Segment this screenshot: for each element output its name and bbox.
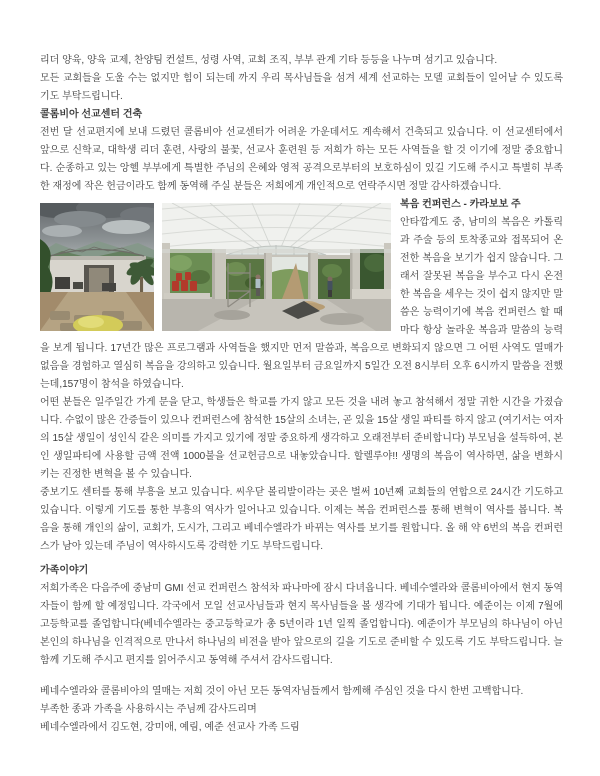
closing-line-2: 부족한 종과 가족을 사용하시는 주님께 감사드리며 — [40, 704, 257, 715]
intro-line-1: 리더 양육, 양육 교제, 찬양팀 컨설트, 성령 사역, 교회 조직, 부부 관계 기타 등등을 나누며 섬기고 있습니다. — [40, 55, 498, 66]
construction-interior-image — [162, 203, 391, 331]
section-heading-conference: 복음 컨퍼런스 - 카라보보 주 — [400, 199, 521, 210]
family-section — [40, 562, 563, 670]
photo-strip — [40, 203, 391, 331]
conference-paragraph-2: 어떤 분들은 일주일간 가게 문을 닫고, 학생들은 학교를 가지 않고 모든 것을 내려 놓고 참석해서 정말 귀한 시간을 가졌습니다. 수없이 많은 간증들이 있으나 컨퍼런스에 참석한 15살의 소녀는, 곧 있을 15살 생일 파티를 하지 않고 (여기서는 여자의 15살 생일이 성인식 같은 의미를 가지고 있기에 정말 중요하게 생각하고 오래전부터 준비합니다) 부모님을 설득하여, 본인 생일파티에 사용할 금액 전액 1000불을 선교헌금으로 내놓았습니다. 할렐루야!! 생명의 복음이 역사하면, 삶을 변화시키는 진정한 변혁을 볼 수 있습니다. — [40, 397, 563, 480]
closing-line-3: 베네수엘라에서 김도현, 강미애, 예림, 예준 선교사 가족 드림 — [40, 722, 300, 733]
conference-paragraph-3: 중보기도 센터를 통해 부흥을 보고 있습니다. 씨우닫 볼리발이라는 곳은 벌써 10년째 교회들의 연합으로 24시간 기도하고 있습니다. 이렇게 기도를 통한 부흥의 역사가 일어나고 있습니다. 이제는 복음 컨퍼런스를 통해 변혁이 역사를 봅니다. 복음을 통해 개인의 삶이, 교회가, 도시가, 그리고 베네수엘라가 바뀌는 역사를 보기를 원합니다. 올 해 약 6번의 복음 컨퍼런스가 남아 있는데 주님이 역사하시도록 강력한 기도 부탁드립니다. — [40, 487, 563, 552]
closing-line-1: 베네수엘라와 콜롬비아의 열매는 저희 것이 아닌 모든 동역자님들께서 함께해 주심인 것을 다시 한번 고백합니다. — [40, 686, 524, 697]
section-heading-construction: 콜롬비아 선교센터 건축 — [40, 109, 143, 120]
construction-body: 전번 달 선교편지에 보내 드렸던 콜롬비아 선교센터가 어려운 가운데서도 계속해서 건축되고 있습니다. 이 선교센터에서 앞으로 신학교, 대학생 리더 훈련, 사랑의 불꽃, 선교사 훈련원 등 저희가 하는 모든 사역들을 할 것 이기에 정말 중요합니다. 순종하고 있는 앙헬 부부에게 특별한 주님의 은혜와 영적 공격으로부터의 보호하심이 있길 기도해 주시고 특별히 부족한 재정에 작은 헌금이라도 함께 동역해 주실 분들은 저희에게 개인적으로 연락주시면 정말 감사하겠습니다. — [40, 127, 563, 192]
closing-block — [40, 683, 563, 737]
photo-construction-exterior — [40, 203, 154, 331]
photo-construction-interior — [162, 203, 391, 331]
intro-line-2: 모든 교회들을 도울 수는 없지만 힘이 되는데 까지 우리 목사님들을 섬겨 세계 선교하는 모델 교회들이 일어날 수 있도록 기도 부탁드립니다. — [40, 73, 563, 102]
family-body: 저희가족은 다음주에 중남미 GMI 선교 컨퍼런스 참석차 파나마에 잠시 다녀옵니다. 베네수엘라와 콜롬비아에서 현지 동역자들이 함께 할 예정입니다. 각국에서 모일 선교사님들과 현지 목사님들을 볼 생각에 기대가 됩니다. 예준이는 이제 7월에 고등학교를 졸업합니다(베네수엘라는 중고등학교가 총 5년이라 1년 일찍 졸업합니다). 예준이가 부모님의 하나님이 아닌 본인의 하나님을 인격적으로 만나서 하나님의 비전을 받아 앞으로의 길을 기도로 준비할 수 있도록 기도 부탁드립니다. 늘 함께 기도해 주시고 편지를 읽어주시고 동역해 주셔서 감사드립니다. — [40, 583, 563, 666]
conference-paragraph-1: 안타깝게도 중, 남미의 복음은 카톨릭과 주술 등의 토착종교와 접목되어 온전한 복음을 보기가 쉽지 않습니다. 그래서 잘못된 복음을 부수고 다시 온전한 복음을 세우는 것이 쉽지 않지만 말씀은 능력이기에 복음 컨퍼런스 할 때 마다 항상 놀라운 복음과 말씀의 능력을 보게 됩니다. 17년간 많은 프로그램과 사역들을 했지만 먼저 말씀과, 복음으로 변화되지 않으면 그 어떤 사역도 열매가 없음을 경험하고 열심히 복음을 강의하고 있습니다. 월요일부터 금요일까지 5일간 오전 8시부터 오후 6시까지 말씀을 전했는데,157명이 참석을 하였습니다. — [40, 217, 563, 390]
section-heading-family: 가족이야기 — [40, 565, 89, 576]
construction-exterior-image — [40, 203, 154, 331]
